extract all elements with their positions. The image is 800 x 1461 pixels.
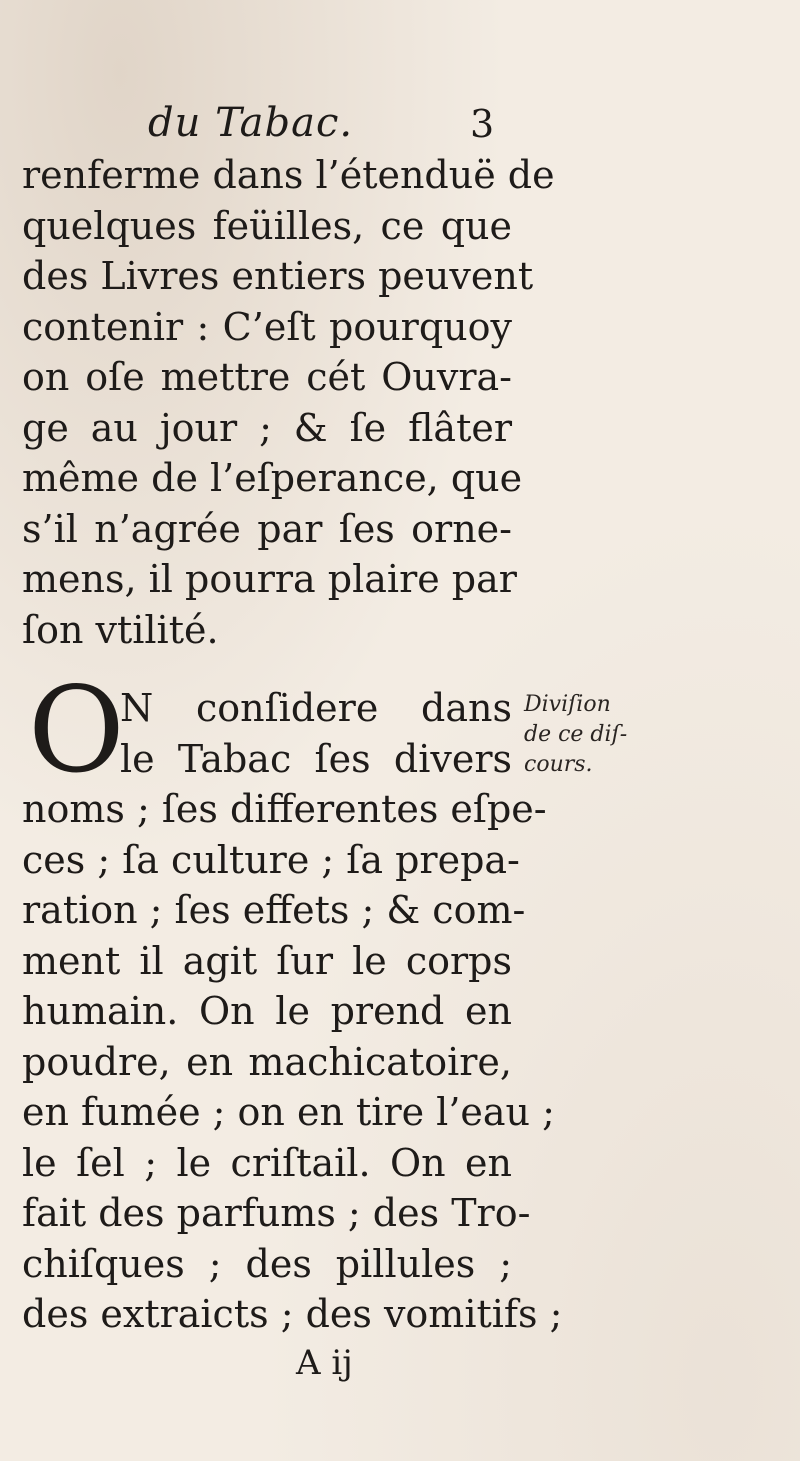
text-line: renferme dans l’étenduë de	[22, 153, 555, 197]
running-head-title: du Tabac.	[148, 100, 354, 146]
text-line: contenir : C’eſt pourquoy	[22, 304, 512, 349]
text-line: chiſques ; des pillules ;	[22, 1241, 512, 1286]
text-line: même de l’eſperance, que	[22, 456, 523, 500]
text-line: ſon vtilité.	[22, 607, 219, 652]
text-line: en fumée ; on en tire l’eau ;	[22, 1090, 555, 1134]
text-line: mens, il pourra plaire par	[22, 557, 517, 601]
text-line: ment il agit ſur le corps	[22, 938, 512, 983]
signature-mark: A ij	[296, 1343, 353, 1383]
marginal-note	[524, 690, 664, 780]
text-line: ge au jour ; & ſe flâter	[22, 405, 512, 450]
page-number: 3	[470, 102, 495, 146]
text-line: noms ; ſes differentes eſpe-	[22, 787, 547, 831]
text-line: s’il n’agrée par ſes orne-	[22, 506, 512, 551]
text-line: ration ; ſes effets ; & com-	[22, 888, 526, 932]
text-line: poudre, en machicatoire,	[22, 1039, 512, 1084]
text-line: le Tabac ſes divers	[120, 736, 512, 781]
text-line: des Livres entiers peuvent	[22, 254, 534, 298]
running-head	[0, 100, 800, 150]
text-line: des extraicts ; des vomitifs ;	[22, 1292, 563, 1336]
text-line: on oſe mettre cét Ouvra-	[22, 355, 512, 399]
paragraph-1	[22, 150, 555, 655]
text-line: quelques feüilles, ce que	[22, 203, 512, 248]
text-line: le ſel ; le criſtail. On en	[22, 1140, 512, 1185]
text-line: humain. On le prend en	[22, 989, 512, 1033]
drop-cap: O	[28, 661, 125, 799]
marginal-note-line: cours.	[524, 752, 593, 777]
text-line: ces ; ſa culture ; ſa prepa-	[22, 837, 520, 882]
marginal-note-line: de ce diſ-	[524, 722, 628, 747]
text-line: N conſidere dans	[120, 686, 512, 730]
text-line: fait des parfums ; des Tro-	[22, 1191, 531, 1235]
marginal-note-line: Diviſion	[524, 692, 611, 717]
